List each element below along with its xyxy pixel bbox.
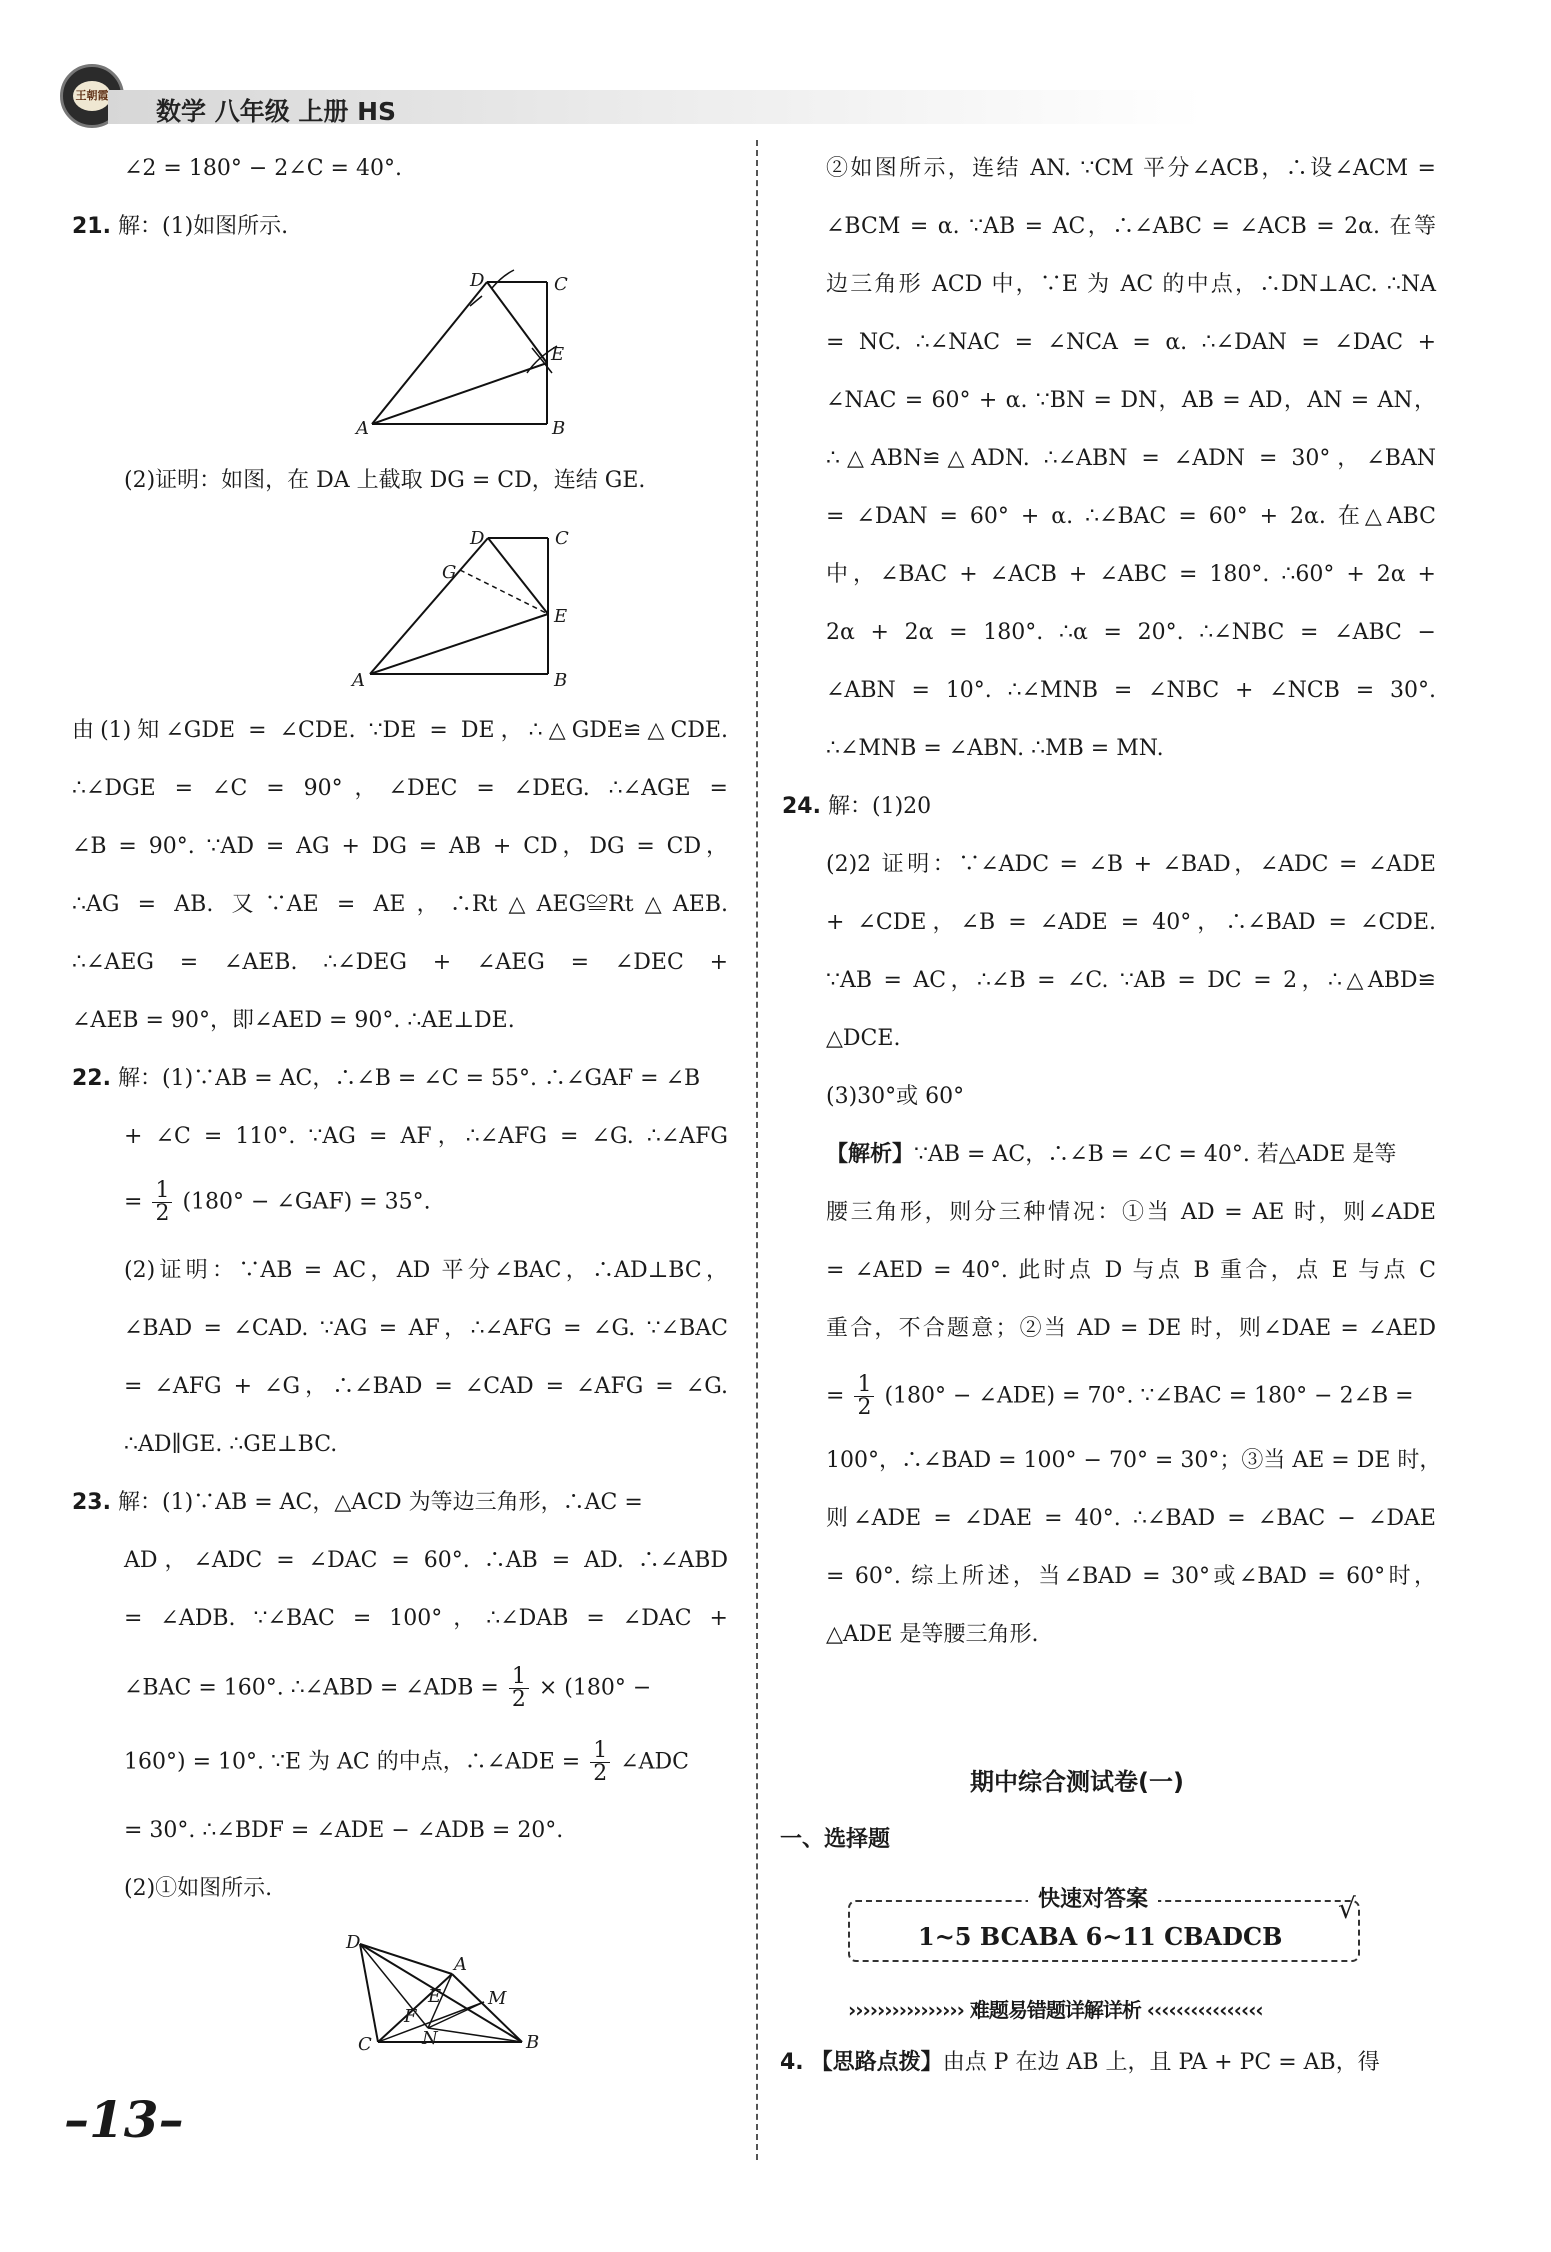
text-line: ∠BCM = α. ∵AB = AC，∴∠ABC = ∠ACB = 2α. 在等 <box>826 214 1436 239</box>
figure-23 <box>332 1932 592 2062</box>
question-21 <box>72 212 288 242</box>
question-number: 4. <box>780 2050 804 2075</box>
text-line: ∠2 = 180° − 2∠C = 40°. <box>124 156 402 181</box>
page-number: –13– <box>64 2090 184 2149</box>
figure-21-2 <box>342 524 582 694</box>
text-line-fraction <box>826 1374 1414 1419</box>
question-22 <box>72 1064 728 1094</box>
text-fragment: 160°) = 10°. ∵E 为 AC 的中点，∴∠ADE = <box>124 1749 581 1775</box>
question-23 <box>72 1488 728 1518</box>
vertex-label: B <box>554 670 568 691</box>
text-line: 解：(1)∵AB = AC，∴∠B = ∠C = 55°. ∴∠GAF = ∠B <box>117 1066 701 1091</box>
vertex-label: B <box>526 2032 540 2053</box>
text-fragment: 由点 P 在边 AB 上，且 PA + PC = AB，得 <box>942 2050 1380 2075</box>
text-line-fraction <box>124 1740 689 1785</box>
text-line-fraction <box>124 1180 431 1225</box>
fraction-numerator: 1 <box>152 1180 172 1203</box>
fraction-denominator: 2 <box>511 1687 526 1712</box>
text-line: 解：(1)20 <box>827 794 932 819</box>
vertex-label: E <box>551 344 565 365</box>
vertex-label: D <box>470 528 485 549</box>
quick-answer-line: 1~5 BCABA 6~11 CBADCB <box>918 1922 1283 1951</box>
column-divider <box>756 140 758 2160</box>
vertex-label: N <box>422 2028 438 2049</box>
text-line: 由(1)知∠GDE = ∠CDE. ∵DE = DE，∴△GDE≌△CDE. <box>72 718 728 743</box>
text-fragment: ∵AB = AC，∴∠B = ∠C = 40°. 若△ADE 是等 <box>914 1142 1397 1167</box>
vertex-label: M <box>488 1988 507 2009</box>
text-line: 100°，∴∠BAD = 100° − 70° = 30°；③当 AE = DE 时， <box>826 1448 1442 1473</box>
text-line: 2α + 2α = 180°. ∴α = 20°. ∴∠NBC = ∠ABC − <box>826 620 1436 645</box>
text-line: ∴∠MNB = ∠ABN. ∴MB = MN. <box>826 736 1164 761</box>
text-line: ∠BAD = ∠CAD. ∵AG = AF，∴∠AFG = ∠G. ∵∠BAC <box>124 1316 728 1341</box>
text-line: 边三角形 ACD 中，∵E 为 AC 的中点，∴DN⊥AC. ∴NA <box>826 272 1436 297</box>
text-line: = ∠AFG + ∠G，∴∠BAD = ∠CAD = ∠AFG = ∠G. <box>124 1374 728 1399</box>
text-line: 解：(1)如图所示. <box>117 214 289 239</box>
fraction-denominator: 2 <box>593 1761 608 1786</box>
text-line: 重合，不合题意；②当 AD = DE 时，则∠DAE = ∠AED <box>826 1316 1436 1341</box>
vertex-label: G <box>442 562 457 583</box>
text-line-fraction <box>124 1666 651 1711</box>
text-line: = 60°. 综上所述，当∠BAD = 30°或∠BAD = 60°时， <box>826 1564 1436 1589</box>
text-line: (2)2 证明：∵∠ADC = ∠B + ∠BAD，∠ADC = ∠ADE <box>826 852 1436 877</box>
text-line: 则∠ADE = ∠DAE = 40°. ∴∠BAD = ∠BAC − ∠DAE <box>826 1506 1436 1531</box>
text-fragment: = <box>124 1189 143 1215</box>
analysis-banner: ›››››››››››››››› 难题易错题详解详析 ‹‹‹‹‹‹‹‹‹‹‹‹‹‹‹‹ <box>848 1998 1263 2022</box>
text-line: ∴∠DGE = ∠C = 90°，∠DEC = ∠DEG. ∴∠AGE = <box>72 776 728 801</box>
text-fragment: × (180° − <box>538 1675 652 1701</box>
text-line: ∴AG = AB. 又∵AE = AE，∴Rt△AEG≌Rt△AEB. <box>72 892 728 917</box>
text-fragment: ∠BAC = 160°. ∴∠ABD = ∠ADB = <box>124 1675 499 1701</box>
text-line: ∴∠AEG = ∠AEB. ∴∠DEG + ∠AEG = ∠DEC + <box>72 950 728 975</box>
question-24 <box>782 792 931 822</box>
analysis-line <box>826 1140 1436 1170</box>
fraction <box>590 1740 610 1785</box>
vertex-label: F <box>404 2006 417 2027</box>
fraction-numerator: 1 <box>509 1666 529 1689</box>
text-line: = 30°. ∴∠BDF = ∠ADE − ∠ADB = 20°. <box>124 1818 564 1843</box>
text-line: ∠B = 90°. ∵AD = AG + DG = AB + CD，DG = CD， <box>72 834 728 859</box>
text-line: ∠AEB = 90°，即∠AED = 90°. ∴AE⊥DE. <box>72 1008 515 1033</box>
vertex-label: D <box>470 270 485 291</box>
vertex-label: D <box>346 1932 361 1953</box>
fraction-denominator: 2 <box>857 1395 872 1420</box>
vertex-label: C <box>554 274 568 295</box>
question-number: 21. <box>72 214 111 239</box>
quick-answer-title: 快速对答案 <box>1028 1882 1158 1913</box>
text-fragment: ∠ADC <box>620 1749 689 1775</box>
text-line: = ∠DAN = 60° + α. ∴∠BAC = 60° + 2α. 在△ABC <box>826 504 1436 529</box>
text-fragment: = <box>826 1383 845 1409</box>
subsection-title: 一、选择题 <box>780 1827 891 1852</box>
header-title: 数学 八年级 上册 HS <box>156 97 397 126</box>
vertex-label: C <box>358 2034 372 2055</box>
analysis-tag: 【解析】 <box>826 1142 915 1167</box>
text-fragment: (180° − ∠ADE) = 70°. ∵∠BAC = 180° − 2∠B = <box>884 1383 1414 1409</box>
vertex-label: E <box>554 606 568 627</box>
fraction-denominator: 2 <box>155 1201 170 1226</box>
question-number: 22. <box>72 1066 111 1091</box>
text-line: (2)①如图所示. <box>124 1876 273 1901</box>
text-line: △ADE 是等腰三角形. <box>826 1622 1039 1647</box>
fraction <box>509 1666 529 1711</box>
text-line: + ∠CDE，∠B = ∠ADE = 40°，∴∠BAD = ∠CDE. <box>826 910 1436 935</box>
vertex-label: A <box>454 1954 467 1975</box>
text-line: = ∠AED = 40°. 此时点 D 与点 B 重合，点 E 与点 C <box>826 1258 1436 1283</box>
text-line: ∴△ABN≌△ADN. ∴∠ABN = ∠ADN = 30°，∠BAN <box>826 446 1436 471</box>
text-line: = NC. ∴∠NAC = ∠NCA = α. ∴∠DAN = ∠DAC + <box>826 330 1436 355</box>
vertex-label: A <box>352 670 365 691</box>
logo-text: 王朝霞 <box>73 81 111 111</box>
text-line: △DCE. <box>826 1026 901 1051</box>
section-title: 期中综合测试卷(一) <box>970 1768 1184 1796</box>
text-line: 中，∠BAC + ∠ACB + ∠ABC = 180°. ∴60° + 2α + <box>826 562 1436 587</box>
question-number: 24. <box>782 794 821 819</box>
text-line: ∠ABN = 10°. ∴∠MNB = ∠NBC + ∠NCB = 30°. <box>826 678 1436 703</box>
question-4 <box>780 2048 1436 2078</box>
vertex-label: C <box>555 528 569 549</box>
text-line: 解：(1)∵AB = AC，△ACD 为等边三角形，∴AC = <box>117 1490 643 1515</box>
fraction-numerator: 1 <box>590 1740 610 1763</box>
text-line: 腰三角形，则分三种情况：①当 AD = AE 时，则∠ADE <box>826 1200 1436 1225</box>
text-line: ②如图所示，连结 AN. ∵CM 平分∠ACB，∴设∠ACM = <box>826 156 1436 181</box>
fraction <box>152 1180 172 1225</box>
vertex-label: E <box>428 1986 442 2007</box>
text-line: AD，∠ADC = ∠DAC = 60°. ∴AB = AD. ∴∠ABD <box>124 1548 728 1573</box>
text-line: (2)证明：如图，在 DA 上截取 DG = CD，连结 GE. <box>124 468 646 493</box>
text-line: = ∠ADB. ∵∠BAC = 100°，∴∠DAB = ∠DAC + <box>124 1606 728 1631</box>
text-line: ∵AB = AC，∴∠B = ∠C. ∵AB = DC = 2，∴△ABD≌ <box>826 968 1436 993</box>
vertex-label: A <box>356 418 369 439</box>
text-line: ∠NAC = 60° + α. ∵BN = DN，AB = AD，AN = AN， <box>826 388 1436 413</box>
page-header <box>60 64 1490 126</box>
fraction <box>854 1374 874 1419</box>
text-line: + ∠C = 110°. ∵AG = AF，∴∠AFG = ∠G. ∴∠AFG <box>124 1124 728 1149</box>
question-number: 23. <box>72 1490 111 1515</box>
text-line: ∴AD∥GE. ∴GE⊥BC. <box>124 1432 338 1457</box>
text-line: (2)证明：∵AB = AC，AD 平分∠BAC，∴AD⊥BC， <box>124 1258 728 1283</box>
check-mark-icon: √ <box>1338 1892 1356 1925</box>
hint-tag: 【思路点拨】 <box>810 2050 943 2075</box>
text-line: (3)30°或 60° <box>826 1084 965 1109</box>
fraction-numerator: 1 <box>854 1374 874 1397</box>
vertex-label: B <box>552 418 566 439</box>
text-fragment: (180° − ∠GAF) = 35°. <box>182 1189 431 1215</box>
